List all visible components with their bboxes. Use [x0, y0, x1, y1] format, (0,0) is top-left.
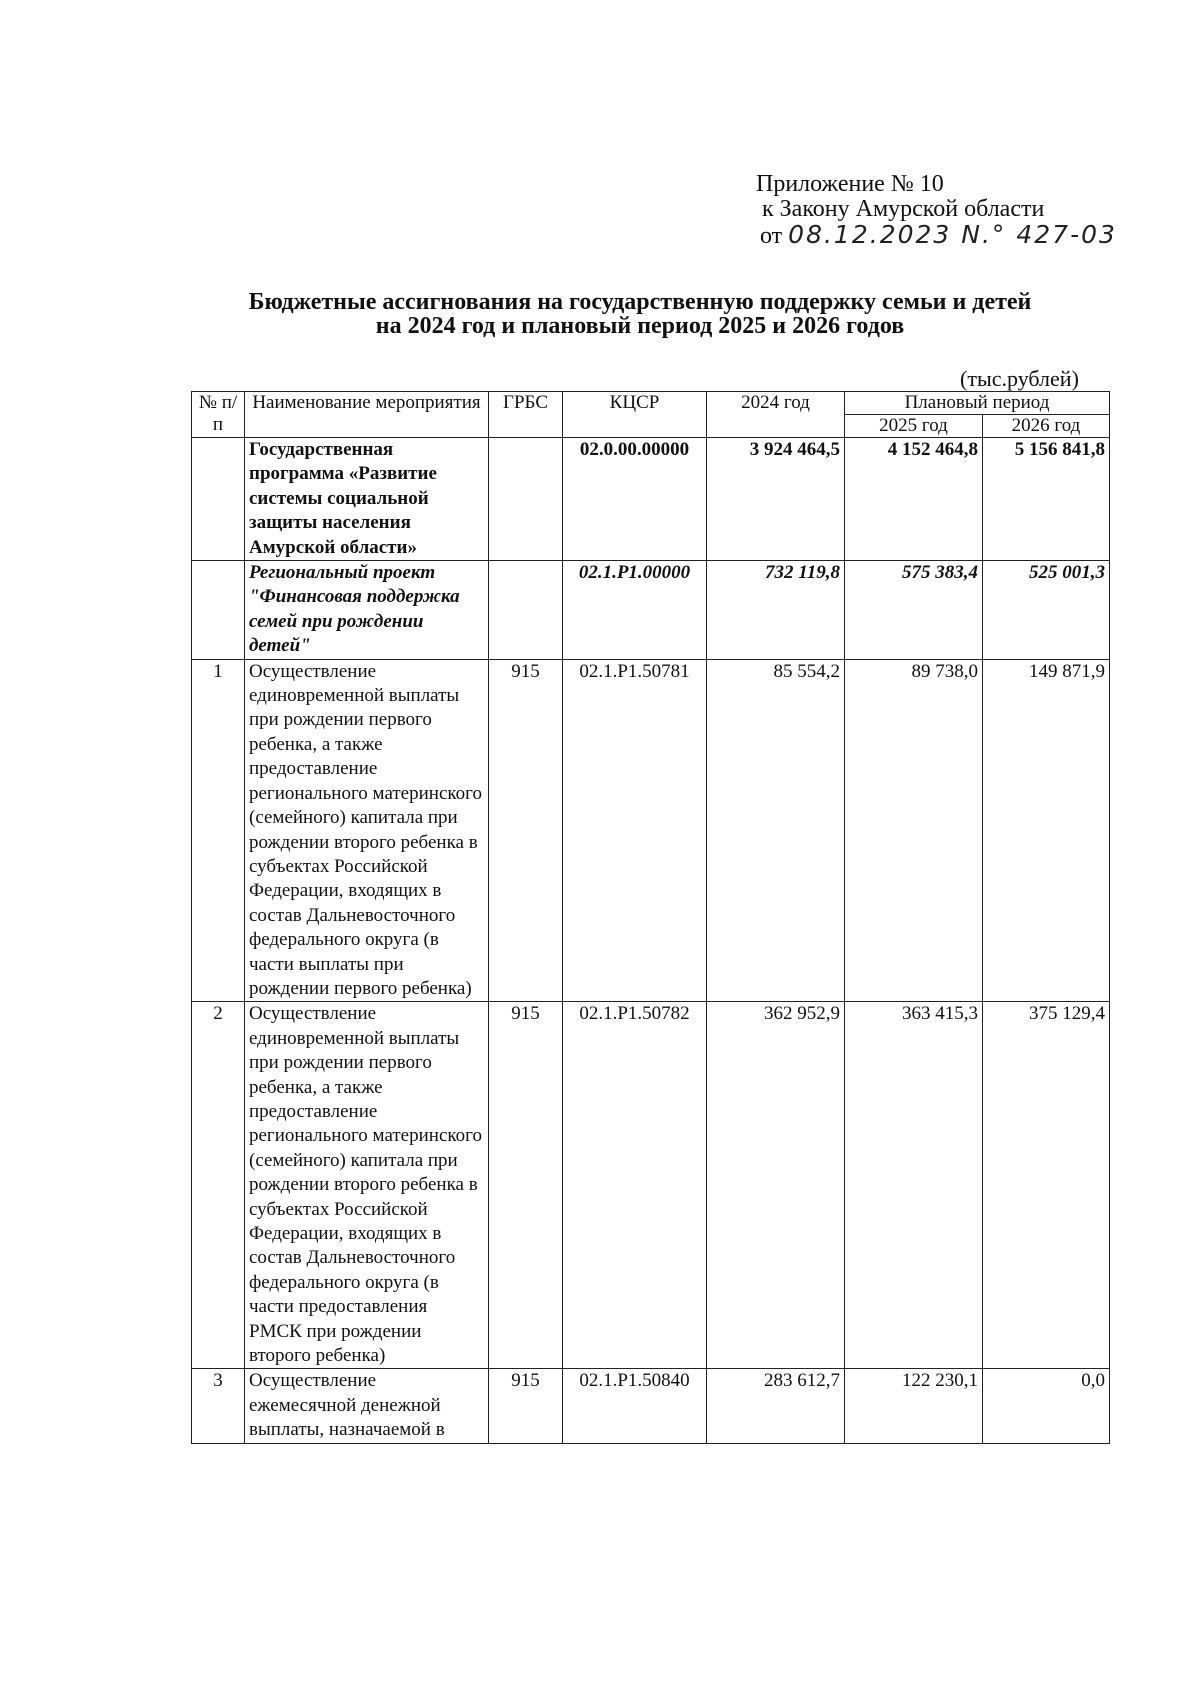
- row-no: [192, 438, 245, 561]
- row-2024: 362 952,9: [707, 1002, 845, 1369]
- row-grbs: 915: [489, 1369, 563, 1443]
- row-2026: 525 001,3: [983, 561, 1110, 660]
- header-row-1: [192, 392, 1110, 415]
- header-name: Наименование мероприятия: [245, 392, 489, 438]
- row-2025: 122 230,1: [845, 1369, 983, 1443]
- appendix-line-2: к Закону Амурской области: [762, 196, 1045, 222]
- document-title: [160, 290, 1120, 338]
- row-name: Государственная программа «Развитие системы социальной защиты населения Амурской области»: [245, 438, 489, 561]
- row-2024: 3 924 464,5: [707, 438, 845, 561]
- row-2025: 363 415,3: [845, 1002, 983, 1369]
- row-no: 3: [192, 1369, 245, 1443]
- row-grbs: 915: [489, 659, 563, 1002]
- appendix-block: [756, 172, 1117, 249]
- row-name: Осуществление единовременной выплаты при рождении первого ребенка, а также предоставление регионального материнского (семейного) капитала при рождении второго ребенка в субъектах Российской Федерации, входящих в состав Дальневосточного федерального округа (в части предоставления РМСК при рождении второго ребенка): [245, 1002, 489, 1369]
- row-name: Осуществление ежемесячной денежной выплаты, назначаемой в: [245, 1369, 489, 1443]
- header-2026: 2026 год: [983, 415, 1110, 438]
- row-name: Региональный проект "Финансовая поддержка семей при рождении детей": [245, 561, 489, 660]
- row-name: Осуществление единовременной выплаты при рождении первого ребенка, а также предоставление регионального материнского (семейного) капитала при рождении второго ребенка в субъектах Российской Федерации, входящих в состав Дальневосточного федерального округа (в части выплаты при рождении первого ребенка): [245, 659, 489, 1002]
- row-2026: 375 129,4: [983, 1002, 1110, 1369]
- row-2026: 149 871,9: [983, 659, 1110, 1002]
- row-2024: 283 612,7: [707, 1369, 845, 1443]
- row-2026: 5 156 841,8: [983, 438, 1110, 561]
- table-row: [192, 438, 1110, 561]
- table-row: [192, 1002, 1110, 1369]
- title-line-1: Бюджетные ассигнования на государственную поддержку семьи и детей: [248, 289, 1032, 315]
- title-line-2: на 2024 год и плановый период 2025 и 2026 годов: [375, 313, 905, 339]
- row-2025: 4 152 464,8: [845, 438, 983, 561]
- row-kcsr: 02.1.P1.50840: [563, 1369, 707, 1443]
- budget-table: [191, 391, 1110, 1444]
- row-kcsr: 02.0.00.00000: [563, 438, 707, 561]
- row-no: 2: [192, 1002, 245, 1369]
- appendix-line-3: [760, 222, 1117, 249]
- table-row: [192, 659, 1110, 1002]
- row-2024: 85 554,2: [707, 659, 845, 1002]
- table-row: [192, 1369, 1110, 1443]
- header-no: № п/п: [192, 392, 245, 438]
- row-2026: 0,0: [983, 1369, 1110, 1443]
- header-2024: 2024 год: [707, 392, 845, 438]
- table-row: [192, 561, 1110, 660]
- header-kcsr: КЦСР: [563, 392, 707, 438]
- row-kcsr: 02.1.P1.00000: [563, 561, 707, 660]
- handwritten-date-number: 08.12.2023 N.° 427-03: [788, 220, 1117, 249]
- row-no: 1: [192, 659, 245, 1002]
- row-no: [192, 561, 245, 660]
- header-planned-period: Плановый период: [845, 392, 1110, 415]
- row-kcsr: 02.1.P1.50782: [563, 1002, 707, 1369]
- row-2024: 732 119,8: [707, 561, 845, 660]
- units-label: (тыс.рублей): [960, 366, 1079, 391]
- row-2025: 89 738,0: [845, 659, 983, 1002]
- row-grbs: [489, 561, 563, 660]
- header-2025: 2025 год: [845, 415, 983, 438]
- header-grbs: ГРБС: [489, 392, 563, 438]
- row-kcsr: 02.1.P1.50781: [563, 659, 707, 1002]
- appendix-line-1: Приложение № 10: [756, 171, 944, 197]
- appendix-date-prefix: от: [760, 223, 783, 249]
- row-2025: 575 383,4: [845, 561, 983, 660]
- row-grbs: [489, 438, 563, 561]
- row-grbs: 915: [489, 1002, 563, 1369]
